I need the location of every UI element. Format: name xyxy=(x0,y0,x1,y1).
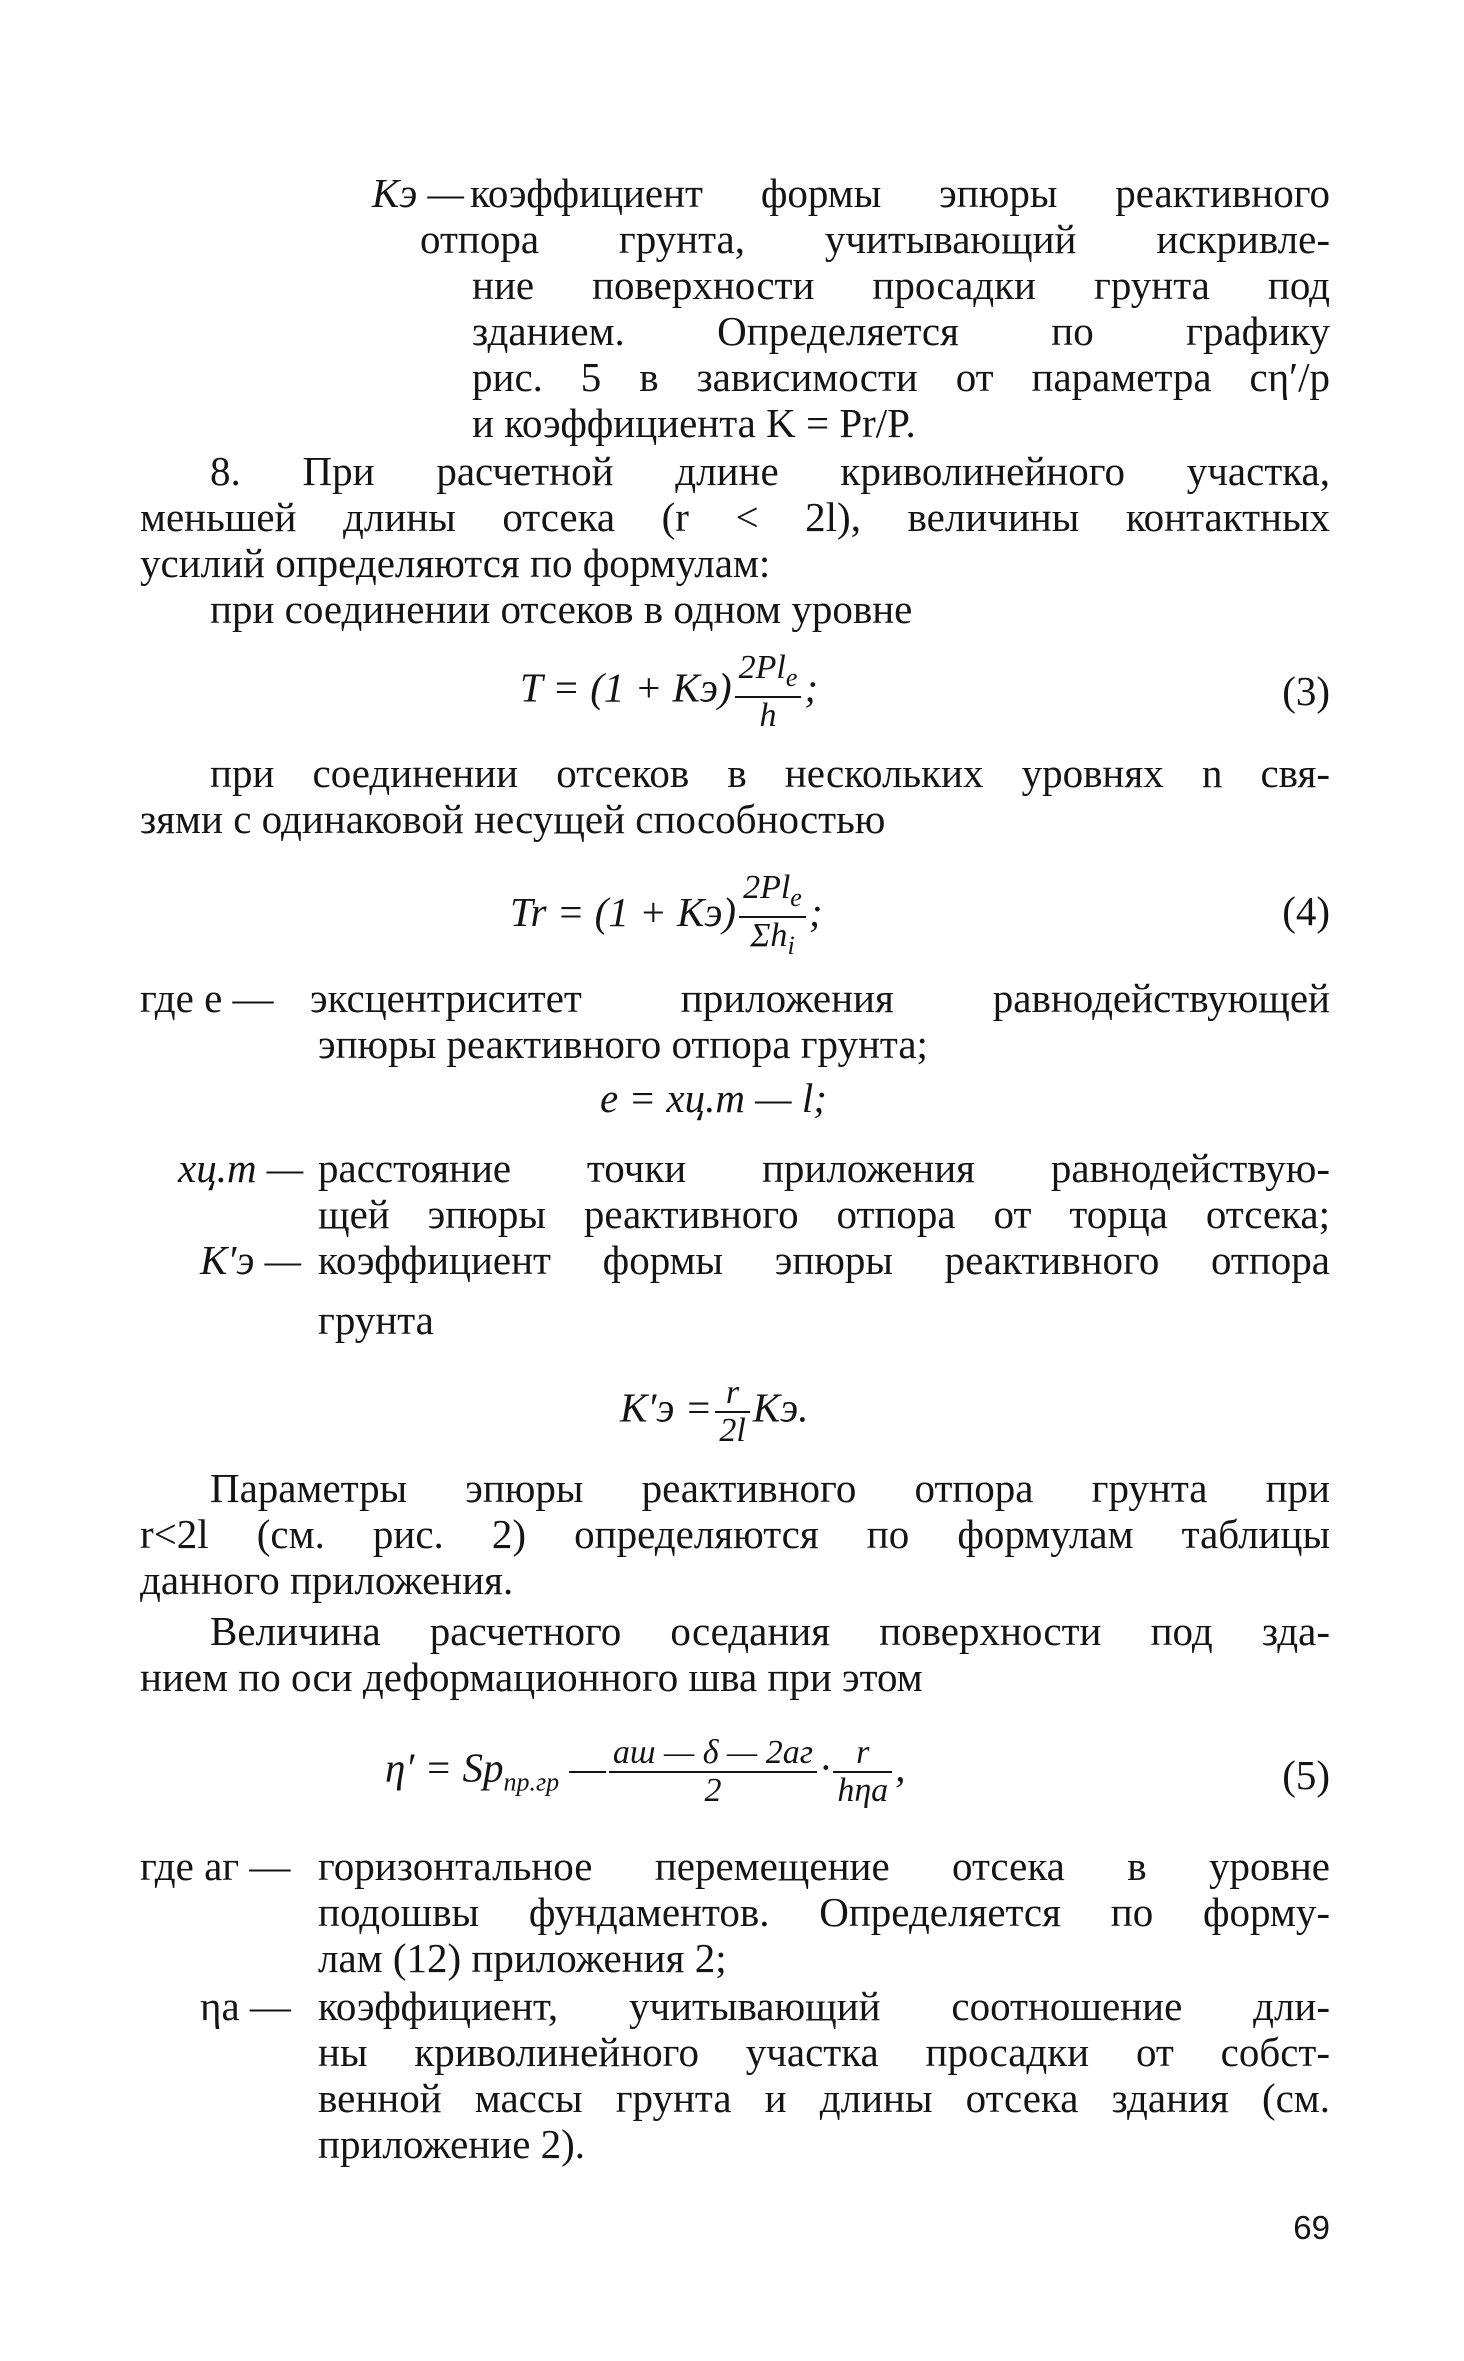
formula-3 xyxy=(520,650,818,734)
e-formula: e = xц.т — l; xyxy=(600,1075,827,1121)
ke-line-2: отпора грунта, учитывающий искривле- xyxy=(420,216,1330,262)
f3-den: h xyxy=(735,696,802,734)
f3-num: 2Pl xyxy=(738,649,786,686)
k-formula xyxy=(620,1375,808,1449)
eq-number-4: (4) xyxy=(1282,888,1330,934)
p8-line-2: меньшей длины отсека (r < 2l), величины контактных xyxy=(140,494,1330,540)
ag-line-3: лам (12) приложения 2; xyxy=(318,1935,727,1981)
kf-fraction xyxy=(715,1375,749,1449)
kf-rhs: Kэ. xyxy=(752,1384,809,1431)
f5-den: 2 xyxy=(609,1771,817,1809)
settle-line-2: нием по оси деформационного шва при этом xyxy=(140,1654,923,1700)
ke-line-6: и коэффициента K = Pr/P. xyxy=(472,400,916,446)
f5-minus: — xyxy=(569,1744,606,1791)
x-line-2: щей эпюры реактивного отпора от торца отсека; xyxy=(318,1191,1330,1237)
kf-num: r xyxy=(725,1374,740,1411)
f4-num: 2Pl xyxy=(743,869,791,906)
e-term: где e — xyxy=(140,975,274,1021)
ag-line-2: подошвы фундаментов. Определяется по форму- xyxy=(318,1889,1330,1935)
p8-line-1: 8. При расчетной длине криволинейного участка, xyxy=(210,448,1330,494)
ke-line-1: коэффициент формы эпюры реактивного xyxy=(470,170,1330,216)
f5-num2: r xyxy=(856,1734,870,1771)
f5-lhs-sub: пр.гр xyxy=(503,1767,560,1797)
ag-term: где aг — xyxy=(140,1843,291,1889)
f4-tail: ; xyxy=(808,889,823,936)
f4-lhs: Tr = (1 + Kэ) xyxy=(510,889,737,936)
ag-line-1: горизонтальное перемещение отсека в уровне xyxy=(318,1843,1330,1889)
f3-lhs: T = (1 + Kэ) xyxy=(520,664,732,711)
settle-line-1: Величина расчетного оседания поверхности под зда- xyxy=(210,1608,1330,1654)
page-number: 69 xyxy=(1293,2209,1330,2246)
params-line-1: Параметры эпюры реактивного отпора грунта при xyxy=(210,1465,1330,1511)
ke-definition xyxy=(371,170,1330,216)
one-level-text: при соединении отсеков в одном уровне xyxy=(210,586,913,632)
params-line-3: данного приложения. xyxy=(140,1557,514,1603)
eq-number-3: (3) xyxy=(1282,668,1330,714)
formula-5 xyxy=(385,1735,905,1809)
f5-num: aш — δ — 2aг xyxy=(612,1734,814,1771)
f3-tail: ; xyxy=(804,664,819,711)
formula-4 xyxy=(510,870,822,964)
f4-num-sub: e xyxy=(790,882,802,912)
kf-lhs: K′э = xyxy=(620,1384,713,1431)
k-term: K′э — xyxy=(200,1237,302,1283)
e-line-1: эксцентриситет приложения равнодействующей xyxy=(310,975,1330,1021)
ke-term: Kэ — xyxy=(371,170,464,216)
eta-line-2: ны криволинейного участка просадки от собст- xyxy=(318,2029,1330,2075)
params-line-2: r<2l (см. рис. 2) определяются по формулам таблицы xyxy=(140,1511,1330,1557)
f5-dot: · xyxy=(820,1744,831,1791)
f5-den2: hηa xyxy=(833,1771,892,1809)
ke-line-4: зданием. Определяется по графику xyxy=(472,308,1330,354)
eta-line-4: приложение 2). xyxy=(318,2121,586,2167)
k-line-2: грунта xyxy=(318,1297,434,1343)
f4-fraction xyxy=(739,870,806,964)
ke-line-3: ние поверхности просадки грунта под xyxy=(472,262,1330,308)
x-line-1: расстояние точки приложения равнодействую- xyxy=(318,1145,1330,1191)
eta-line-3: венной массы грунта и длины отсека здания (см. xyxy=(318,2075,1330,2121)
f4-den-sub: i xyxy=(787,930,795,960)
kf-den: 2l xyxy=(715,1411,749,1449)
k-line-1: коэффициент формы эпюры реактивного отпора xyxy=(318,1237,1330,1283)
f5-lhs: η′ = Sр xyxy=(385,1744,504,1791)
f5-tail: , xyxy=(895,1744,906,1791)
x-term: xц.т — xyxy=(178,1145,304,1191)
multi-line-2: зями с одинаковой несущей способностью xyxy=(140,796,886,842)
ke-line-5: рис. 5 в зависимости от параметра cη′/p xyxy=(472,354,1330,400)
f5-fraction-2 xyxy=(833,1735,892,1809)
multi-line-1: при соединении отсеков в нескольких уровнях n свя- xyxy=(210,750,1330,796)
f5-fraction-1 xyxy=(609,1735,817,1809)
p8-line-3: усилий определяются по формулам: xyxy=(140,540,771,586)
eq-number-5: (5) xyxy=(1282,1752,1330,1798)
f3-fraction xyxy=(735,650,802,734)
e-line-2: эпюры реактивного отпора грунта; xyxy=(318,1021,928,1067)
eta-line-1: коэффициент, учитывающий соотношение дли- xyxy=(318,1983,1330,2029)
f3-num-sub: e xyxy=(785,662,798,692)
f4-den: Σh xyxy=(750,916,788,954)
eta-term: ηa — xyxy=(200,1983,291,2029)
